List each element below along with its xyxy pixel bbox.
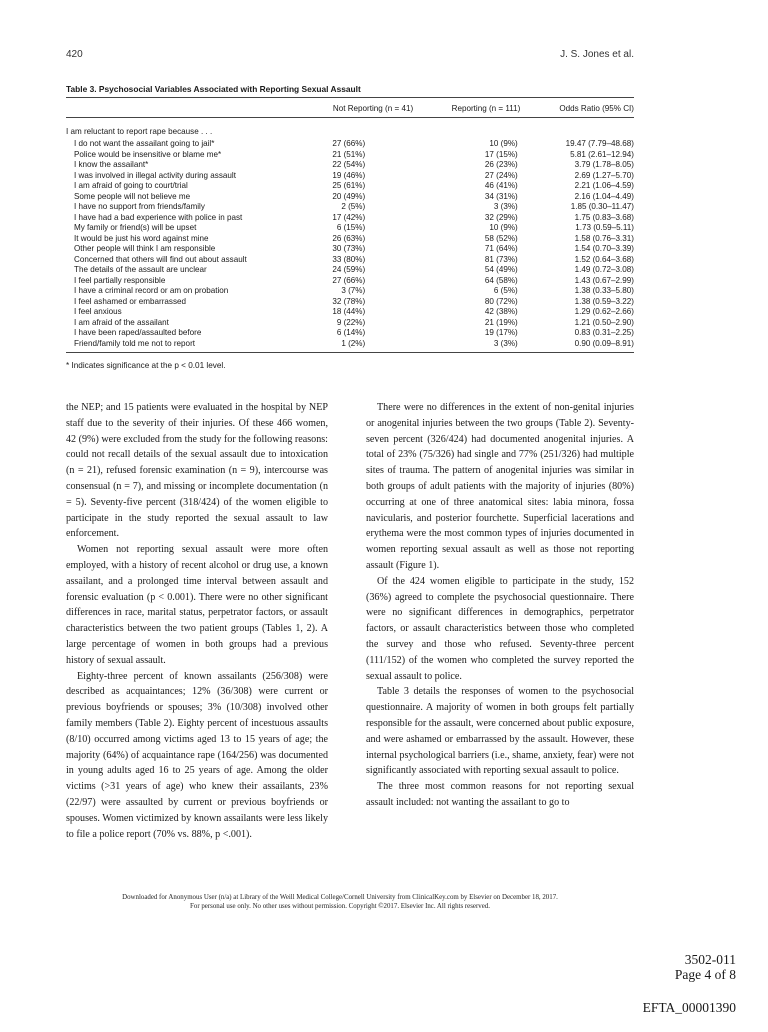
cell-odds-ratio: 2.69 (1.27–5.70) [574, 170, 634, 180]
cell-reporting: 81 (73%) [484, 254, 518, 264]
cell-odds-ratio: 1.38 (0.33–5.80) [574, 286, 634, 295]
cell-not-reporting: 27 (66%) [332, 139, 366, 148]
table-row [66, 276, 634, 287]
cell-not-reporting: 27 (66%) [332, 275, 366, 285]
cell-odds-ratio: 0.90 (0.09–8.91) [574, 338, 634, 348]
psychosocial-table [66, 139, 634, 349]
cell-not-reporting: 6 (15%) [336, 223, 366, 232]
cell-reporting: 54 (49%) [484, 265, 518, 274]
table-row [66, 213, 634, 224]
cell-odds-ratio: 1.85 (0.30–11.47) [570, 202, 634, 211]
cell-not-reporting: 22 (54%) [332, 160, 366, 169]
row-label: The details of the assault are unclear [74, 265, 207, 274]
table-header-rule [66, 117, 634, 118]
table-row [66, 160, 634, 171]
cell-reporting: 17 (15%) [484, 149, 518, 159]
col-header-odds-ratio: Odds Ratio (95% CI) [559, 104, 634, 113]
cell-odds-ratio: 1.52 (0.64–3.68) [574, 254, 634, 264]
row-label: I am afraid of the assailant [74, 317, 169, 327]
table-row [66, 307, 634, 318]
cell-reporting: 10 (9%) [489, 139, 518, 148]
cell-reporting: 58 (52%) [484, 233, 518, 243]
col-header-not-reporting: Not Reporting (n = 41) [332, 104, 414, 113]
cell-not-reporting: 24 (59%) [332, 265, 366, 274]
table-row [66, 265, 634, 276]
cell-not-reporting: 33 (80%) [332, 254, 366, 264]
row-label: I feel anxious [74, 307, 122, 316]
download-notice [40, 893, 640, 911]
page-number: 420 [66, 49, 83, 60]
download-notice-line: Downloaded for Anonymous User (n/a) at Library of the Weill Medical College/Cornell University from ClinicalKey.com by Elsevier on December 18, 2017. [122, 894, 558, 901]
table-row [66, 150, 634, 161]
cell-odds-ratio: 19.47 (7.79–48.68) [565, 139, 634, 148]
cell-odds-ratio: 5.81 (2.61–12.94) [570, 149, 634, 159]
row-label: Concerned that others will find out about assault [74, 254, 247, 264]
cell-reporting: 3 (3%) [493, 202, 518, 211]
table-row [66, 297, 634, 308]
table-row [66, 339, 634, 350]
left-column [66, 400, 328, 842]
table-row [66, 139, 634, 150]
paragraph: Eighty-three percent of known assailants (256/308) were described as acquaintances; 12% (36/308) were current or previous boyfriends or spouses; 3% (10/308) involved other family members (Table 2). Eighty percent of incestuous assaults (8/10) occurred among victims aged 13 to 15 years of age; the majority (64%) of acquaintance rape (164/256) was documented in young adults aged 16 to 25 years of age. Among the older victims (>31 years of age) who knew their assailants, 23% (22/97) were assaulted by current or previous boyfriends or spouses. Women victimized by known assailants were less likely to file a police report (70% vs. 88%, p <.001). [66, 670, 328, 840]
cell-odds-ratio: 2.21 (1.06–4.59) [574, 181, 634, 190]
download-notice-line: For personal use only. No other uses without permission. Copyright ©2017. Elsevier Inc. All rights reserved. [190, 903, 490, 911]
row-label: I have had a bad experience with police in past [74, 212, 243, 222]
right-column [366, 400, 634, 811]
cell-odds-ratio: 1.58 (0.76–3.31) [574, 233, 634, 243]
cell-reporting: 6 (5%) [493, 286, 518, 295]
cell-odds-ratio: 3.79 (1.78–8.05) [574, 160, 634, 169]
cell-reporting: 46 (41%) [484, 181, 518, 190]
cell-not-reporting: 20 (49%) [332, 191, 366, 201]
table-title: Table 3. Psychosocial Variables Associated with Reporting Sexual Assault [66, 84, 361, 94]
row-label: I am afraid of going to court/trial [74, 181, 188, 190]
cell-not-reporting: 18 (44%) [332, 307, 366, 316]
row-label: My family or friend(s) will be upset [74, 223, 197, 232]
table-row [66, 244, 634, 255]
table-bottom-rule [66, 352, 634, 353]
cell-not-reporting: 2 (5%) [341, 202, 366, 211]
cell-odds-ratio: 1.75 (0.83–3.68) [574, 212, 634, 222]
cell-not-reporting: 1 (2%) [341, 338, 366, 348]
cell-odds-ratio: 1.54 (0.70–3.39) [574, 244, 634, 253]
cell-not-reporting: 19 (46%) [332, 170, 366, 180]
cell-not-reporting: 21 (51%) [332, 149, 366, 159]
table-row [66, 318, 634, 329]
cell-odds-ratio: 1.21 (0.50–2.90) [574, 317, 634, 327]
cell-not-reporting: 6 (14%) [336, 328, 366, 337]
row-label: Friend/family told me not to report [74, 338, 196, 348]
table-row [66, 234, 634, 245]
row-label: I feel partially responsible [74, 275, 166, 285]
paragraph: The three most common reasons for not reporting sexual assault included: not wanting the assailant to go to [366, 781, 634, 808]
cell-reporting: 3 (3%) [493, 338, 518, 348]
paragraph: the NEP; and 15 patients were evaluated in the hospital by NEP staff due to the severity of their injuries. Of these 466 women, 42 (9%) were excluded from the study for the following reasons: could not recall details of the sexual assault due to intoxication (n = 21), refused forensic examination (n = 9), intercourse was consensual (n = 7), and missing or incomplete documentation (n = 5). Seventy-five percent (318/424) of the women eligible to participate in the study reported the sexual assault to law enforcement. [66, 402, 328, 540]
table-top-rule [66, 97, 634, 98]
cell-reporting: 34 (31%) [484, 191, 518, 201]
cell-reporting: 80 (72%) [484, 296, 518, 306]
cell-not-reporting: 3 (7%) [341, 286, 366, 295]
row-label: It would be just his word against mine [74, 233, 209, 243]
table-row [66, 223, 634, 234]
row-label: I have been raped/assaulted before [74, 328, 202, 337]
bates-number: EFTA_00001390 [642, 1000, 736, 1015]
cell-not-reporting: 32 (78%) [332, 296, 366, 306]
row-label: I was involved in illegal activity during assault [74, 170, 236, 180]
row-label: Police would be insensitive or blame me* [74, 149, 222, 159]
cell-not-reporting: 17 (42%) [332, 212, 366, 222]
cell-not-reporting: 26 (63%) [332, 233, 366, 243]
table-row [66, 171, 634, 182]
cell-odds-ratio: 1.73 (0.59–5.11) [575, 223, 634, 232]
doc-number: 3502-011 [684, 952, 736, 967]
table-row [66, 202, 634, 213]
cell-reporting: 71 (64%) [484, 244, 518, 253]
row-label: I feel ashamed or embarrassed [74, 296, 187, 306]
table-group-label: I am reluctant to report rape because . . . [66, 127, 213, 136]
cell-odds-ratio: 1.29 (0.62–2.66) [574, 307, 634, 316]
row-label: I know the assailant* [74, 160, 149, 169]
table-row [66, 286, 634, 297]
cell-odds-ratio: 1.49 (0.72–3.08) [574, 265, 634, 274]
cell-reporting: 27 (24%) [484, 170, 518, 180]
paragraph: Women not reporting sexual assault were more often employed, with a history of recent alcohol or drug use, a known assailant, and a prolonged time interval between assault and forensic evaluation (p < 0.001). There were no other significant differences in race, marital status, perpetrator factors, or assault characteristics between the two patient groups (Tables 1, 2). A large percentage of women in both groups had a previous history of sexual assault. [66, 544, 328, 666]
cell-odds-ratio: 1.38 (0.59–3.22) [574, 296, 634, 306]
row-label: I do not want the assailant going to jail* [74, 139, 215, 148]
table-row [66, 181, 634, 192]
cell-not-reporting: 30 (73%) [332, 244, 366, 253]
row-label: I have no support from friends/family [74, 202, 205, 211]
cell-reporting: 32 (29%) [484, 212, 518, 222]
cell-reporting: 42 (38%) [484, 307, 518, 316]
cell-reporting: 26 (23%) [484, 160, 518, 169]
cell-odds-ratio: 2.16 (1.04–4.49) [574, 191, 634, 201]
paragraph: There were no differences in the extent of non-genital injuries or anogenital injuries between the two groups (Table 2). Seventy-seven percent (326/424) had documented anogenital injuries. A total of 23% (75/326) had single and 77% (251/326) had multiple sites of trauma. The pattern of anogenital injuries was similar in both groups of adult patients with the majority of injuries (80%) occurring at one of three anatomical sites: labia minora, fossa navicularis, and posterior fourchette. Superficial lacerations and erythema were the most common types of injuries documented in women reporting sexual assault as well as those not reporting assault (Figure 1). [366, 402, 634, 571]
row-label: Some people will not believe me [74, 191, 191, 201]
table-row [66, 255, 634, 266]
document-stamp [675, 952, 736, 982]
paragraph: Of the 424 women eligible to participate in the study, 152 (36%) agreed to complete the psychosocial questionnaire. There were no significant differences in demographics, perpetrator factors, or assault characteristics between those who completed the survey and those who refused. Seventy-three percent (111/152) of the women who completed the survey reported the sexual assault to police. [366, 575, 634, 682]
cell-odds-ratio: 0.83 (0.31–2.25) [574, 328, 634, 337]
paragraph: Table 3 details the responses of women to the psychosocial questionnaire. A majority of women in both groups felt partially responsible for the assault, were concerned about public exposure, and were ashamed or embarrassed by the assault. However, these internal psychological barriers (i.e., shame, anxiety, fear) were not significantly associated with reporting sexual assault to police. [366, 686, 634, 777]
cell-odds-ratio: 1.43 (0.67–2.99) [574, 275, 634, 285]
row-label: I have a criminal record or am on probation [74, 286, 229, 295]
table-row [66, 192, 634, 203]
cell-reporting: 64 (58%) [484, 275, 518, 285]
cell-reporting: 21 (19%) [484, 317, 518, 327]
running-authors: J. S. Jones et al. [560, 49, 634, 60]
cell-not-reporting: 25 (61%) [332, 181, 366, 190]
cell-not-reporting: 9 (22%) [336, 317, 366, 327]
cell-reporting: 10 (9%) [489, 223, 518, 232]
page-label: Page 4 of 8 [674, 967, 736, 982]
col-header-reporting: Reporting (n = 111) [451, 104, 521, 113]
table-footnote: * Indicates significance at the p < 0.01 level. [66, 361, 226, 370]
cell-reporting: 19 (17%) [484, 328, 518, 337]
table-row [66, 328, 634, 339]
row-label: Other people will think I am responsible [74, 244, 216, 253]
